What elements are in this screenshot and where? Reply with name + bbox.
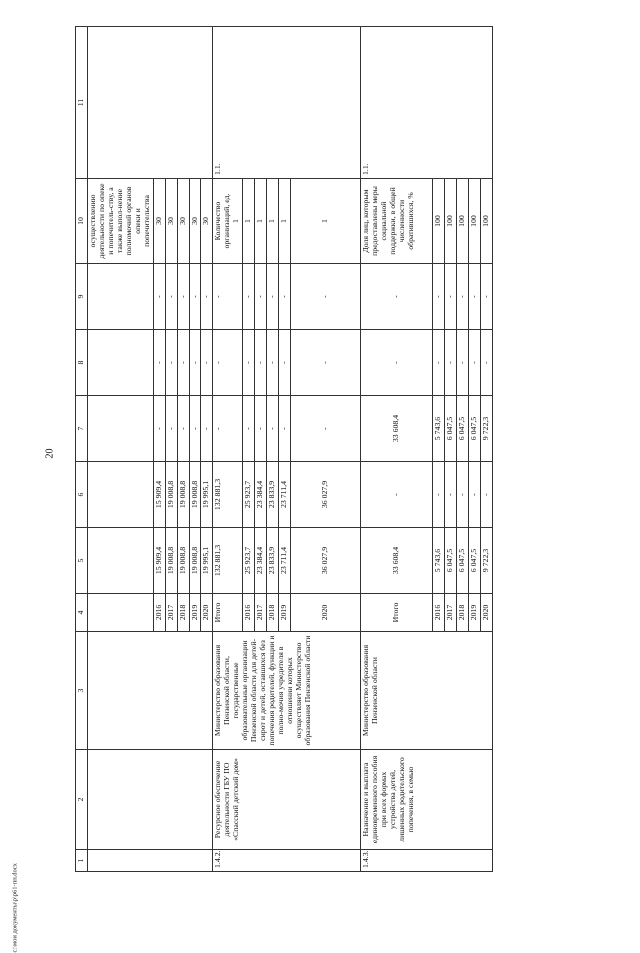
year-cell: 2016 bbox=[153, 594, 165, 632]
value-cell: 6 047,5 bbox=[457, 528, 469, 594]
value-cell: - bbox=[255, 264, 267, 330]
value-cell: 15 909,4 bbox=[153, 462, 165, 528]
cell bbox=[88, 750, 213, 850]
col-header: 5 bbox=[76, 528, 88, 594]
col-header: 6 bbox=[76, 462, 88, 528]
cell bbox=[88, 330, 154, 396]
value-cell: 1 bbox=[267, 179, 279, 264]
cell bbox=[88, 594, 154, 632]
value-cell: - bbox=[177, 264, 189, 330]
value-cell: 33 608,4 bbox=[361, 396, 433, 462]
executor: Министерство образования Пензенской области bbox=[361, 632, 493, 750]
value-cell: 15 909,4 bbox=[153, 528, 165, 594]
value-cell: - bbox=[480, 330, 492, 396]
year-cell: 2016 bbox=[243, 594, 255, 632]
value-cell: 132 881,3 bbox=[213, 528, 243, 594]
value-cell: 9 722,3 bbox=[480, 528, 492, 594]
value-cell: - bbox=[177, 330, 189, 396]
value-cell: - bbox=[177, 396, 189, 462]
value-cell: 6 047,5 bbox=[445, 396, 457, 462]
value-cell: 6 047,5 bbox=[468, 396, 480, 462]
page-number: 20 bbox=[44, 448, 56, 459]
value-cell: - bbox=[255, 396, 267, 462]
value-cell: - bbox=[213, 396, 243, 462]
year-cell: 2020 bbox=[201, 594, 213, 632]
value-cell: 19 995,1 bbox=[201, 462, 213, 528]
col-header: 4 bbox=[76, 594, 88, 632]
executor-part: Пензенской области для детей-сирот и детей, оставшихся без попечения родителей, функции и полно-мочия учредителя в отношении которых осуществляет Министерство образования Пензенской области bbox=[249, 635, 312, 746]
value-cell: - bbox=[201, 330, 213, 396]
value-cell: - bbox=[267, 396, 279, 462]
year-cell: 2019 bbox=[279, 594, 291, 632]
value-cell: 6 047,5 bbox=[468, 528, 480, 594]
col-header: 9 bbox=[76, 264, 88, 330]
value-cell: 100 bbox=[433, 179, 445, 264]
year-cell: 2018 bbox=[267, 594, 279, 632]
cell bbox=[88, 27, 213, 179]
value-cell: - bbox=[468, 264, 480, 330]
indicator-text: осуществлению деятельности по опеке и попечитель-ству, а также выпол-нение полномочий органов опеки и попечительства bbox=[88, 179, 154, 264]
rotated-page-content bbox=[75, 27, 605, 872]
value-cell: 132 881,3 bbox=[213, 462, 243, 528]
value-cell: 25 923,7 bbox=[243, 462, 255, 528]
cell bbox=[88, 528, 154, 594]
value-cell: 25 923,7 bbox=[243, 528, 255, 594]
year-cell: 2017 bbox=[445, 594, 457, 632]
value-cell: - bbox=[291, 330, 361, 396]
value-cell: 19 008,8 bbox=[189, 528, 201, 594]
col-header: 2 bbox=[76, 750, 88, 850]
header-row bbox=[76, 27, 88, 872]
value-cell: - bbox=[361, 462, 433, 528]
value-cell: - bbox=[468, 462, 480, 528]
value-cell: 23 384,4 bbox=[255, 528, 267, 594]
value-cell: - bbox=[480, 264, 492, 330]
value-cell: 30 bbox=[189, 179, 201, 264]
cell bbox=[88, 396, 154, 462]
col-header: 11 bbox=[76, 27, 88, 179]
value-cell: - bbox=[201, 264, 213, 330]
table-row bbox=[361, 27, 433, 872]
value-cell: 30 bbox=[153, 179, 165, 264]
value-cell: 30 bbox=[201, 179, 213, 264]
value-cell: - bbox=[445, 330, 457, 396]
value-cell: - bbox=[213, 330, 243, 396]
item-name: Назначение и выплата единовременного пособия при всех формах устройства детей, лишенных родительского попечения, в семью bbox=[361, 750, 493, 850]
value-cell: - bbox=[445, 462, 457, 528]
value-cell: - bbox=[279, 396, 291, 462]
value-cell: - bbox=[457, 264, 469, 330]
value-cell: - bbox=[433, 264, 445, 330]
item-name: Ресурсное обеспечение деятельности ГБУ ПО «Спасский детский дом» bbox=[213, 750, 361, 850]
value-cell: 100 bbox=[480, 179, 492, 264]
value-cell: 19 008,8 bbox=[165, 528, 177, 594]
value-cell: - bbox=[468, 330, 480, 396]
indicator-text: Доля лиц, которым предоставлены меры социальной поддержки, в общей численности обратившихся, % bbox=[361, 186, 415, 256]
indicator-cell bbox=[361, 179, 433, 264]
value-cell: - bbox=[279, 264, 291, 330]
year-cell: 2017 bbox=[255, 594, 267, 632]
value-cell: - bbox=[243, 264, 255, 330]
value-cell: - bbox=[165, 330, 177, 396]
indicator-cell bbox=[213, 179, 243, 264]
value-cell: 23 384,4 bbox=[255, 462, 267, 528]
footer-file-path: c:\мои документы\р\р61-пп.docx bbox=[11, 863, 19, 953]
value-cell: 30 bbox=[165, 179, 177, 264]
value-cell: - bbox=[361, 330, 433, 396]
year-cell: 2016 bbox=[433, 594, 445, 632]
table-row bbox=[88, 27, 154, 872]
value-cell: - bbox=[189, 264, 201, 330]
value-cell: - bbox=[153, 330, 165, 396]
value-cell: - bbox=[267, 264, 279, 330]
year-cell: Итого bbox=[361, 594, 433, 632]
col-header: 3 bbox=[76, 632, 88, 750]
year-cell: 2020 bbox=[291, 594, 361, 632]
col-header: 8 bbox=[76, 330, 88, 396]
value-cell: - bbox=[213, 264, 243, 330]
item-number: 1.4.3. bbox=[361, 850, 493, 872]
value-cell: - bbox=[243, 396, 255, 462]
year-cell: 2018 bbox=[457, 594, 469, 632]
ref-cell: 1.1. bbox=[361, 27, 493, 179]
year-cell: Итого bbox=[213, 594, 243, 632]
value-cell: - bbox=[445, 264, 457, 330]
value-cell: - bbox=[291, 264, 361, 330]
cell bbox=[88, 462, 154, 528]
value-cell: - bbox=[255, 330, 267, 396]
value-cell: - bbox=[165, 264, 177, 330]
value-cell: 100 bbox=[457, 179, 469, 264]
year-cell: 2020 bbox=[480, 594, 492, 632]
value-cell: 6 047,5 bbox=[457, 396, 469, 462]
value-cell: - bbox=[291, 396, 361, 462]
value-cell: - bbox=[457, 462, 469, 528]
value-cell: - bbox=[243, 330, 255, 396]
value-cell: - bbox=[457, 330, 469, 396]
ref-cell: 1.1. bbox=[213, 27, 361, 179]
program-table bbox=[75, 26, 493, 872]
value-cell: 23 711,4 bbox=[279, 462, 291, 528]
cell bbox=[88, 264, 154, 330]
year-cell: 2019 bbox=[468, 594, 480, 632]
value-cell: 33 608,4 bbox=[361, 528, 433, 594]
value-cell: - bbox=[267, 330, 279, 396]
value-cell: 23 833,9 bbox=[267, 462, 279, 528]
value-cell: - bbox=[165, 396, 177, 462]
value-cell: 9 722,3 bbox=[480, 396, 492, 462]
year-cell: 2017 bbox=[165, 594, 177, 632]
value-cell: 19 995,1 bbox=[201, 528, 213, 594]
value-cell: - bbox=[201, 396, 213, 462]
executor bbox=[213, 632, 361, 750]
value-cell: - bbox=[433, 330, 445, 396]
value-cell: 100 bbox=[468, 179, 480, 264]
value-cell: 1 bbox=[243, 179, 255, 264]
value-cell: - bbox=[153, 396, 165, 462]
year-cell: 2018 bbox=[177, 594, 189, 632]
col-header: 1 bbox=[76, 850, 88, 872]
item-number: 1.4.2. bbox=[213, 850, 361, 872]
col-header: 10 bbox=[76, 179, 88, 264]
value-cell: 100 bbox=[445, 179, 457, 264]
value-cell: - bbox=[189, 396, 201, 462]
value-cell: - bbox=[433, 462, 445, 528]
value-cell: - bbox=[361, 264, 433, 330]
value-cell: 19 008,8 bbox=[165, 462, 177, 528]
value-cell: 23 711,4 bbox=[279, 528, 291, 594]
value-cell: 6 047,5 bbox=[445, 528, 457, 594]
value-cell: 1 bbox=[291, 179, 361, 264]
value-cell: 5 743,6 bbox=[433, 396, 445, 462]
cell bbox=[88, 632, 213, 750]
value-cell: 36 027,9 bbox=[291, 462, 361, 528]
indicator-text: Количество организаций, ед. bbox=[213, 193, 232, 249]
value-cell: 1 bbox=[279, 179, 291, 264]
value-cell: 23 833,9 bbox=[267, 528, 279, 594]
value-cell: - bbox=[480, 462, 492, 528]
value-cell: - bbox=[153, 264, 165, 330]
value-cell: 1 bbox=[255, 179, 267, 264]
executor-part: Министерство образования Пензенской области, государственные образовательные организации bbox=[213, 640, 250, 741]
value-cell: - bbox=[279, 330, 291, 396]
cell bbox=[88, 850, 213, 872]
col-header: 7 bbox=[76, 396, 88, 462]
value-cell: 19 008,8 bbox=[177, 462, 189, 528]
value-cell: 19 008,8 bbox=[189, 462, 201, 528]
year-cell: 2019 bbox=[189, 594, 201, 632]
value-cell: 5 743,6 bbox=[433, 528, 445, 594]
table-row bbox=[213, 27, 243, 872]
value-cell: 30 bbox=[177, 179, 189, 264]
value-cell: 19 008,8 bbox=[177, 528, 189, 594]
value-cell: - bbox=[189, 330, 201, 396]
value-cell: 36 027,9 bbox=[291, 528, 361, 594]
indicator-value: 1 bbox=[231, 219, 241, 223]
